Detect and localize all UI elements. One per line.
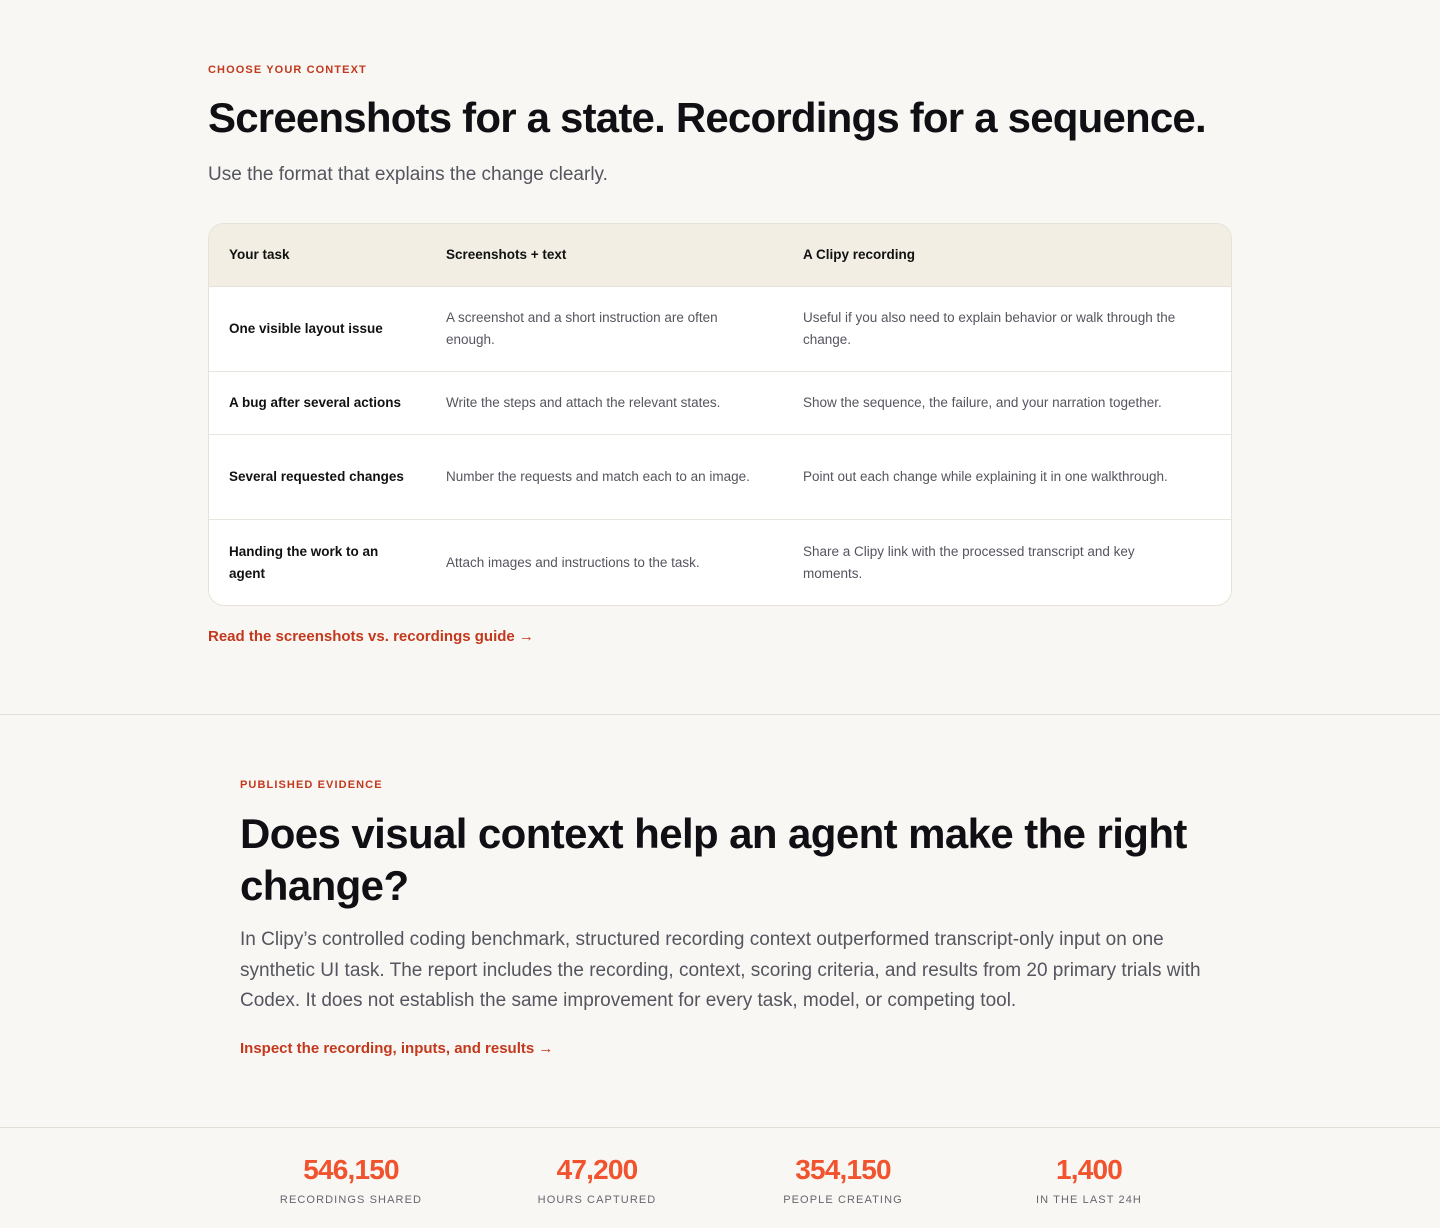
stat-value: 354,150 [795, 1154, 891, 1185]
results-link[interactable]: Inspect the recording, inputs, and results → [240, 1040, 554, 1057]
stat-last-24h [979, 1150, 1199, 1206]
compare-eyebrow: CHOOSE YOUR CONTEXT [208, 64, 367, 76]
stat-label: HOURS CAPTURED [537, 1194, 657, 1206]
header-screenshots: Screenshots + text [446, 247, 567, 262]
task-cell: A bug after several actions [229, 395, 402, 410]
table-row [209, 372, 1231, 435]
comparison-table [208, 223, 1232, 606]
evidence-body: In Clipy’s controlled coding benchmark, structured recording context outperformed transcript-only input on one synthetic UI task. The report includes the recording, context, scoring criteria, and results from 20 primary trials with Codex. It does not establish the same improvement for every task, model, or competing tool. [240, 929, 1201, 1011]
compare-title: Screenshots for a state. Recordings for a sequence. [208, 94, 1206, 141]
screenshots-cell: Attach images and instructions to the task. [446, 555, 700, 570]
task-cell: Several requested changes [229, 469, 404, 484]
evidence-title: Does visual context help an agent make the right change? [240, 810, 1187, 909]
stat-value: 47,200 [556, 1154, 638, 1185]
recording-cell: Show the sequence, the failure, and your narration together. [803, 395, 1162, 410]
task-cell: One visible layout issue [229, 321, 383, 336]
stat-people [733, 1150, 953, 1206]
evidence-eyebrow: PUBLISHED EVIDENCE [240, 779, 383, 791]
table-header [209, 224, 1231, 287]
screenshots-cell: A screenshot and a short instruction are often enough. [446, 310, 718, 347]
recording-cell: Point out each change while explaining it in one walkthrough. [803, 469, 1168, 484]
recording-cell: Share a Clipy link with the processed transcript and key moments. [803, 544, 1135, 581]
header-task: Your task [229, 247, 290, 262]
stat-value: 1,400 [1055, 1154, 1123, 1185]
stat-hours [487, 1150, 707, 1206]
compare-subtitle: Use the format that explains the change clearly. [208, 164, 608, 185]
recording-cell: Useful if you also need to explain behavior or walk through the change. [803, 310, 1176, 347]
table-row [209, 287, 1231, 372]
table-row [209, 435, 1231, 520]
stats-divider [0, 1127, 1440, 1128]
stat-label: PEOPLE CREATING [783, 1194, 903, 1206]
stat-label: IN THE LAST 24H [1036, 1194, 1142, 1206]
stat-value: 546,150 [303, 1154, 399, 1185]
table-row [209, 520, 1231, 606]
screenshots-cell: Number the requests and match each to an image. [446, 469, 750, 484]
stat-recordings [241, 1150, 461, 1206]
header-recording: A Clipy recording [803, 247, 916, 262]
stat-label: RECORDINGS SHARED [279, 1194, 423, 1206]
section-divider [0, 714, 1440, 715]
screenshots-cell: Write the steps and attach the relevant states. [446, 395, 721, 410]
task-cell: Handing the work to an agent [229, 544, 379, 581]
guide-link[interactable]: Read the screenshots vs. recordings guide → [208, 628, 534, 645]
